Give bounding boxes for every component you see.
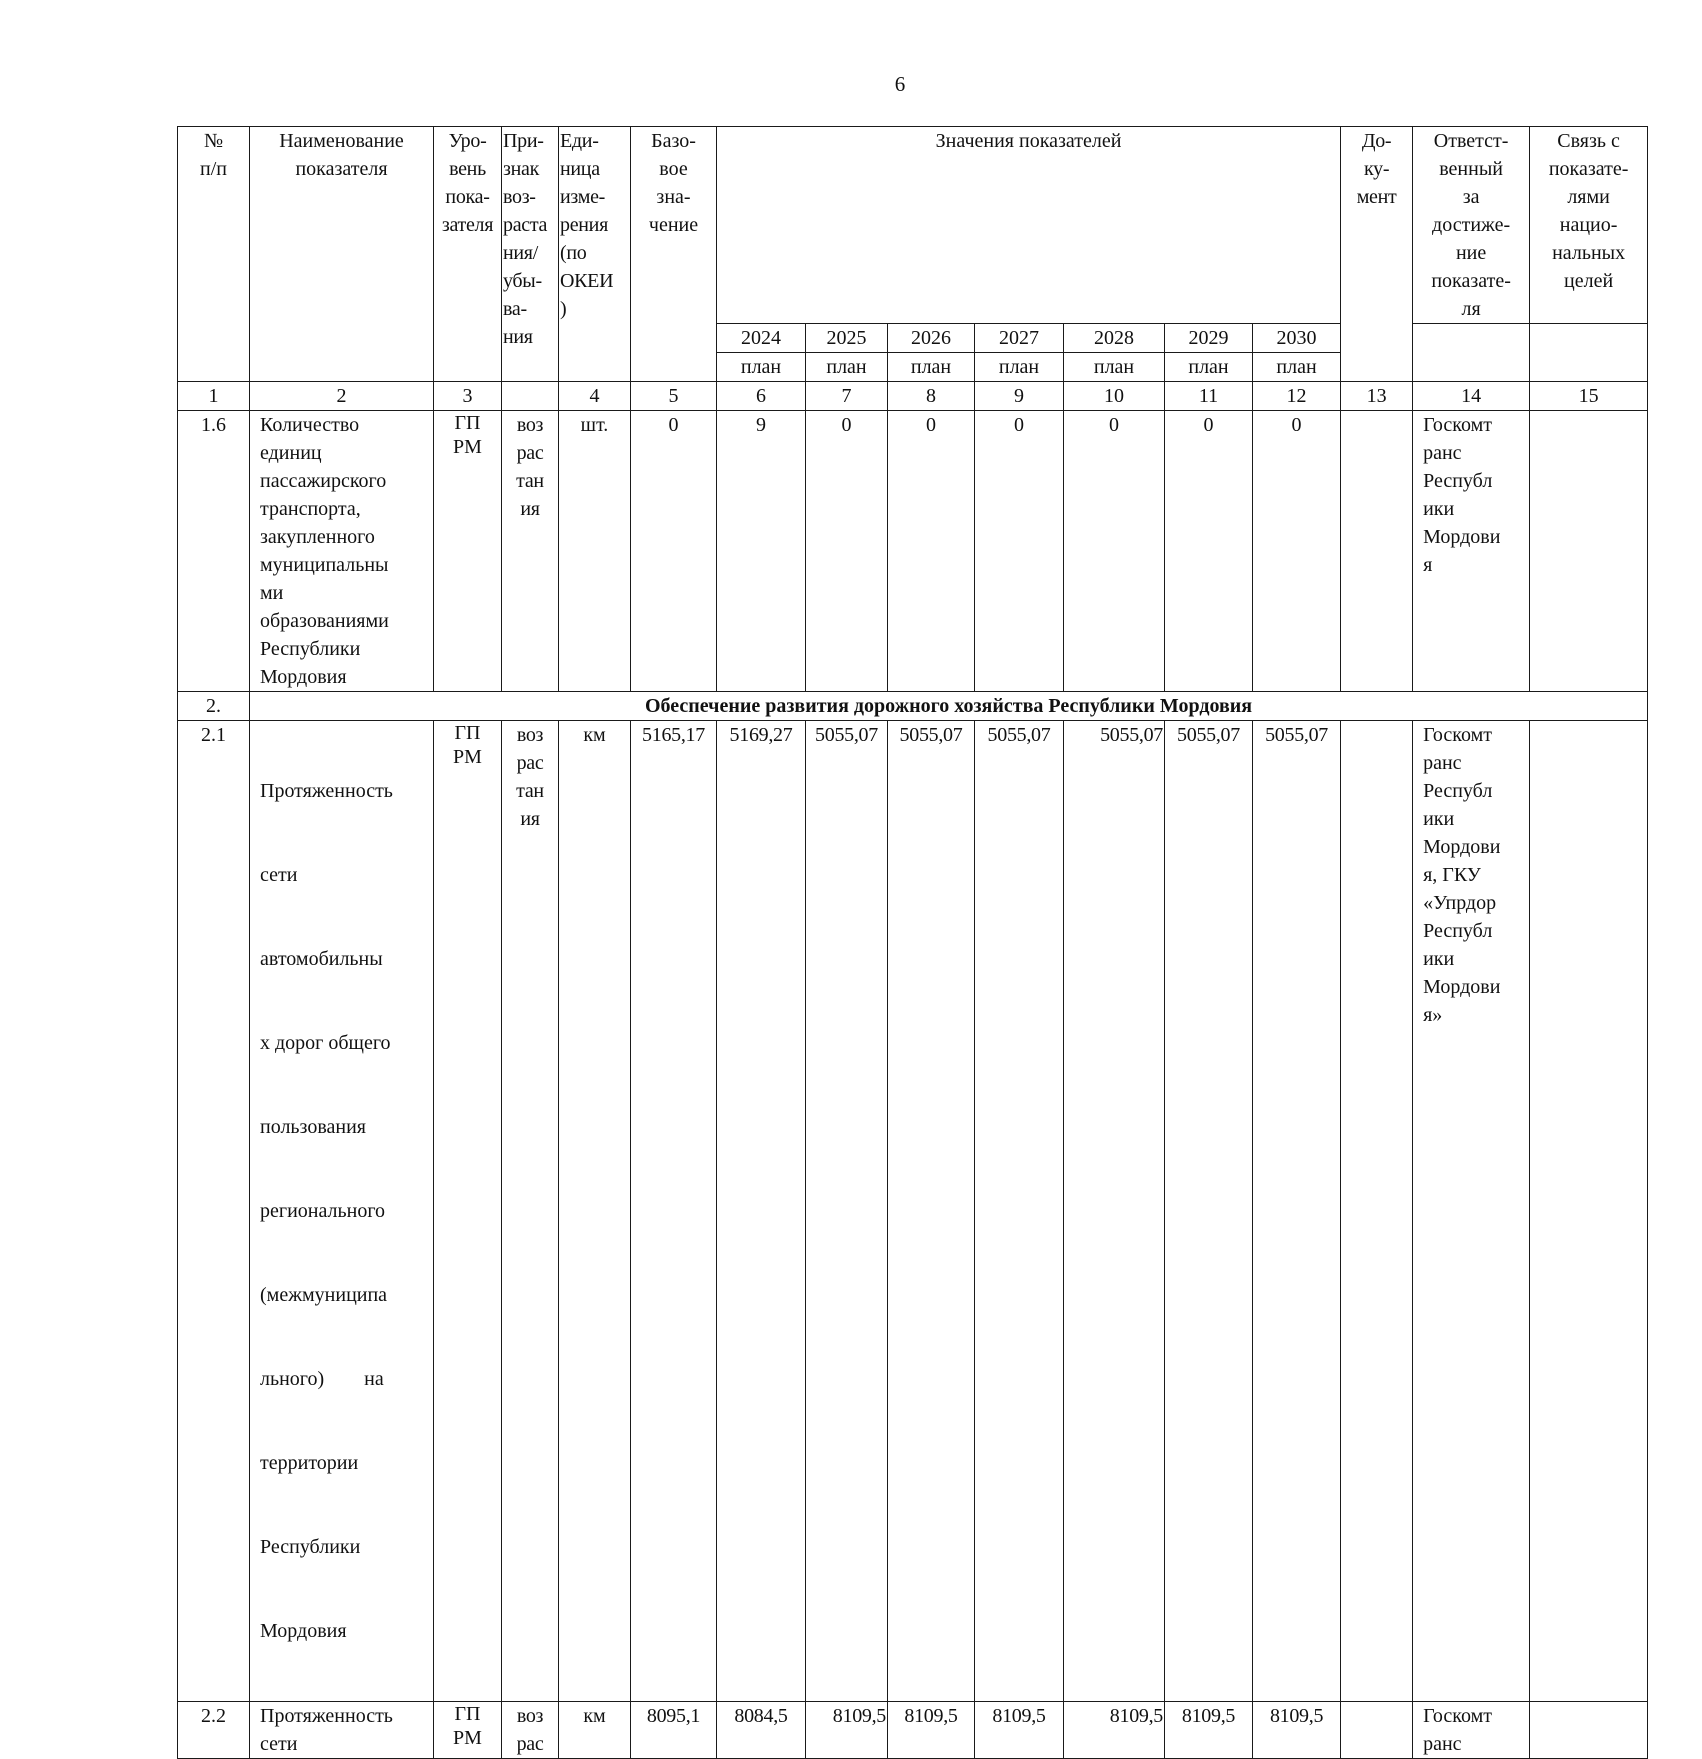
column-number: 9 (975, 382, 1064, 411)
header-plan: план (975, 353, 1064, 382)
row-num: 1.6 (178, 411, 250, 692)
column-numbers-row (178, 382, 1648, 411)
header-plan: план (806, 353, 888, 382)
row-sign: воз рас тан ия (502, 411, 559, 692)
column-number: 5 (631, 382, 717, 411)
header-link-blank (1530, 324, 1648, 382)
row-value-2025: 0 (806, 411, 888, 692)
row-value-2029: 8109,5 (1165, 1702, 1253, 1759)
column-number: 7 (806, 382, 888, 411)
header-plan: план (1253, 353, 1341, 382)
column-number: 6 (717, 382, 806, 411)
column-number: 3 (434, 382, 502, 411)
row-value-2025: 8109,5 (806, 1702, 888, 1759)
row-link (1530, 1702, 1648, 1759)
section-title: Обеспечение развития дорожного хозяйства Республики Мордовия (250, 692, 1648, 721)
row-value-2030: 5055,07 (1253, 721, 1341, 1702)
column-number: 8 (888, 382, 975, 411)
header-responsible-blank (1413, 324, 1530, 382)
row-document (1341, 1702, 1413, 1759)
header-year: 2027 (975, 324, 1064, 353)
row-value-2025: 5055,07 (806, 721, 888, 1702)
column-number: 15 (1530, 382, 1648, 411)
header-year: 2025 (806, 324, 888, 353)
row-level: ГП РМ (434, 721, 502, 1702)
section-num: 2. (178, 692, 250, 721)
row-name: Количество единиц пассажирского транспорта, закупленного муниципальны ми образованиями Республики Мордовия (250, 411, 434, 692)
row-value-2026: 0 (888, 411, 975, 692)
row-value-2027: 0 (975, 411, 1064, 692)
header-year: 2026 (888, 324, 975, 353)
column-number: 1 (178, 382, 250, 411)
header-row-top (178, 127, 1648, 324)
row-value-2028: 0 (1064, 411, 1165, 692)
table-row (178, 411, 1648, 692)
header-name: Наименование показателя (250, 127, 434, 382)
row-name: Протяженность сети автомобильны х дорог общего пользования регионального (межмуниципа льного) на территории Республики Мордовия (250, 721, 434, 1702)
row-base: 0 (631, 411, 717, 692)
column-number: 11 (1165, 382, 1253, 411)
row-value-2030: 8109,5 (1253, 1702, 1341, 1759)
row-value-2026: 8109,5 (888, 1702, 975, 1759)
header-year: 2028 (1064, 324, 1165, 353)
column-number: 4 (559, 382, 631, 411)
row-num: 2.2 (178, 1702, 250, 1759)
row-value-2028: 5055,07 (1064, 721, 1165, 1702)
row-unit: км (559, 1702, 631, 1759)
column-number: 12 (1253, 382, 1341, 411)
header-year: 2029 (1165, 324, 1253, 353)
column-number: 14 (1413, 382, 1530, 411)
row-value-2027: 8109,5 (975, 1702, 1064, 1759)
row-level: ГП РМ (434, 1702, 502, 1759)
row-value-2024: 9 (717, 411, 806, 692)
row-unit: км (559, 721, 631, 1702)
header-values-group: Значения показателей (717, 127, 1341, 324)
row-value-2026: 5055,07 (888, 721, 975, 1702)
header-document: До- ку- мент (1341, 127, 1413, 382)
header-link: Связь с показате- лями нацио- нальных целей (1530, 127, 1648, 324)
row-responsible: Госкомт ранс Республ ики Мордови я (1413, 411, 1530, 692)
page-number: 6 (894, 72, 906, 96)
header-base: Базо- вое зна- чение (631, 127, 717, 382)
row-level: ГП РМ (434, 411, 502, 692)
column-number (502, 382, 559, 411)
row-value-2024: 8084,5 (717, 1702, 806, 1759)
table-row (178, 721, 1648, 1702)
column-number: 10 (1064, 382, 1165, 411)
header-plan: план (1064, 353, 1165, 382)
row-document (1341, 411, 1413, 692)
header-plan: план (1165, 353, 1253, 382)
row-name: Протяженность сети (250, 1702, 434, 1759)
row-value-2029: 5055,07 (1165, 721, 1253, 1702)
row-sign: воз рас (502, 1702, 559, 1759)
row-responsible: Госкомт ранс (1413, 1702, 1530, 1759)
row-link (1530, 411, 1648, 692)
row-num: 2.1 (178, 721, 250, 1702)
row-base: 8095,1 (631, 1702, 717, 1759)
section-row (178, 692, 1648, 721)
header-responsible: Ответст- венный за достиже- ние показате- ля (1413, 127, 1530, 324)
header-level: Уро- вень пока- зателя (434, 127, 502, 382)
row-value-2027: 5055,07 (975, 721, 1064, 1702)
header-unit: Еди- ница изме- рения (по ОКЕИ ) (559, 127, 631, 382)
row-base: 5165,17 (631, 721, 717, 1702)
row-link (1530, 721, 1648, 1702)
indicators-table (177, 126, 1648, 1759)
column-number: 13 (1341, 382, 1413, 411)
table-row (178, 1702, 1648, 1759)
row-sign: воз рас тан ия (502, 721, 559, 1702)
row-value-2030: 0 (1253, 411, 1341, 692)
row-responsible: Госкомт ранс Республ ики Мордови я, ГКУ «Упрдор Республ ики Мордови я» (1413, 721, 1530, 1702)
row-value-2029: 0 (1165, 411, 1253, 692)
header-plan: план (888, 353, 975, 382)
row-value-2024: 5169,27 (717, 721, 806, 1702)
header-year: 2024 (717, 324, 806, 353)
row-document (1341, 721, 1413, 1702)
header-year: 2030 (1253, 324, 1341, 353)
row-unit: шт. (559, 411, 631, 692)
header-num: № п/п (178, 127, 250, 382)
header-sign: При- знак воз- раста ния/ убы- ва- ния (502, 127, 559, 382)
column-number: 2 (250, 382, 434, 411)
row-value-2028: 8109,5 (1064, 1702, 1165, 1759)
header-plan: план (717, 353, 806, 382)
